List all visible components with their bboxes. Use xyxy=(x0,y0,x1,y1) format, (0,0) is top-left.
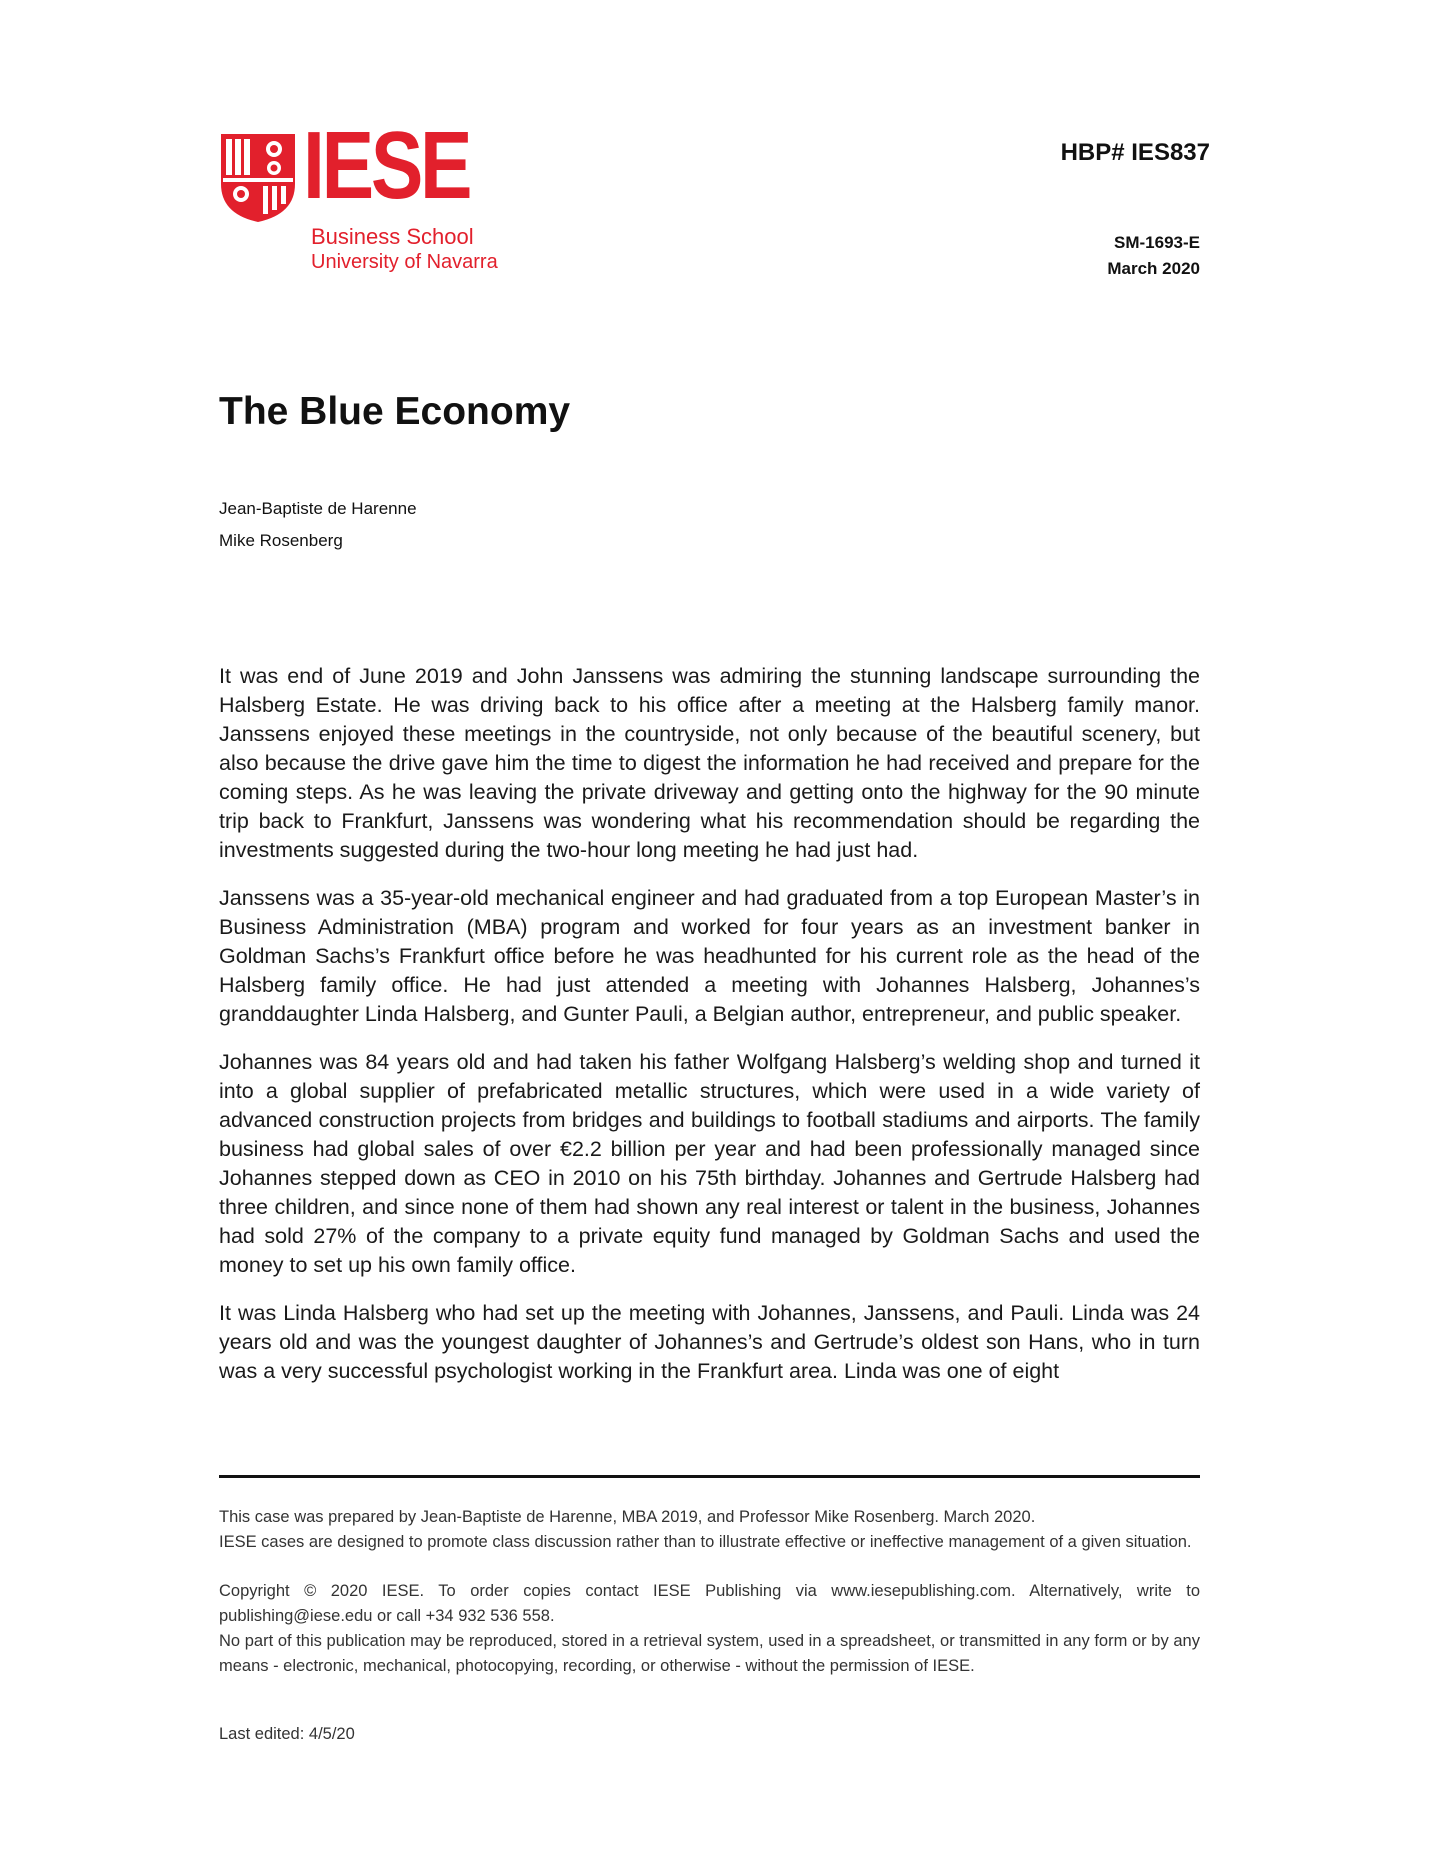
body-text xyxy=(219,662,1200,1405)
last-edited: Last edited: 4/5/20 xyxy=(219,1725,355,1743)
page-title: The Blue Economy xyxy=(219,390,571,433)
paragraph: It was Linda Halsberg who had set up the meeting with Johannes, Janssens, and Pauli. Linda was 24 years old and was the youngest daughter of Johannes’s and Gertrude’s oldest son Hans, who in turn was a very successful psychologist working in the Frankfurt area. Linda was one of eight xyxy=(219,1301,1200,1383)
paragraph: It was end of June 2019 and John Janssens was admiring the stunning landscape surrounding the Halsberg Estate. He was driving back to his office after a meeting at the Halsberg family manor. Janssens enjoyed these meetings in the countryside, not only because of the beautiful scenery, but also because the drive gave him the time to digest the information he had received and prepare for the coming steps. As he was leaving the private driveway and getting onto the highway for the 90 minute trip back to Frankfurt, Janssens was wondering what his recommendation should be regarding the investments suggested during the two-hour long meeting he had just had. xyxy=(219,664,1200,862)
paragraph: Johannes was 84 years old and had taken his father Wolfgang Halsberg’s welding shop and turned it into a global supplier of prefabricated metallic structures, which were used in a wide variety of advanced construction projects from bridges and buildings to football stadiums and airports. The family business had global sales of over €2.2 billion per year and had been professionally managed since Johannes stepped down as CEO in 2010 on his 75th birthday. Johannes and Gertrude Halsberg had three children, and since none of them had shown any real interest or talent in the business, Johannes had sold 27% of the company to a private equity fund managed by Goldman Sachs and used the money to set up his own family office. xyxy=(219,1050,1200,1277)
footnote-prepared: This case was prepared by Jean-Baptiste de Harenne, MBA 2019, and Professor Mike Rosenberg. March 2020. xyxy=(219,1508,1036,1526)
case-code: SM-1693-E xyxy=(1114,233,1200,252)
authors xyxy=(219,493,417,557)
case-code-block xyxy=(1107,230,1200,282)
paragraph: Janssens was a 35-year-old mechanical engineer and had graduated from a top European Master’s in Business Administration (MBA) program and worked for four years as an investment banker in Goldman Sachs’s Frankfurt office before he was headhunted for his current role as the head of the Halsberg family office. He had just attended a meeting with Johannes Halsberg, Johannes’s granddaughter Linda Halsberg, and Gunter Pauli, a Belgian author, entrepreneur, and public speaker. xyxy=(219,886,1200,1026)
footnote-copyright: Copyright © 2020 IESE. To order copies contact IESE Publishing via www.iesepublishing.com. Alternatively, write to publishing@iese.edu or call +34 932 536 558. xyxy=(219,1582,1200,1625)
iese-shield-icon xyxy=(219,132,297,224)
logo-business-school: Business School xyxy=(311,224,474,249)
logo-wordmark: IESE xyxy=(303,112,470,219)
author-name: Mike Rosenberg xyxy=(219,531,343,550)
case-date: March 2020 xyxy=(1107,259,1200,278)
hbp-number: HBP# IES837 xyxy=(1060,139,1210,166)
footnote-divider xyxy=(219,1475,1200,1478)
logo-university: University of Navarra xyxy=(311,251,498,273)
author-name: Jean-Baptiste de Harenne xyxy=(219,499,417,518)
footnote-rights: No part of this publication may be reproduced, stored in a retrieval system, used in a spreadsheet, or transmitted in any form or by any means - electronic, mechanical, photocopying, recording, or otherwise - without the permission of IESE. xyxy=(219,1632,1200,1675)
footnote-purpose: IESE cases are designed to promote class discussion rather than to illustrate effective or ineffective management of a given situation. xyxy=(219,1533,1192,1551)
footnotes xyxy=(219,1505,1200,1679)
iese-logo xyxy=(219,112,499,282)
